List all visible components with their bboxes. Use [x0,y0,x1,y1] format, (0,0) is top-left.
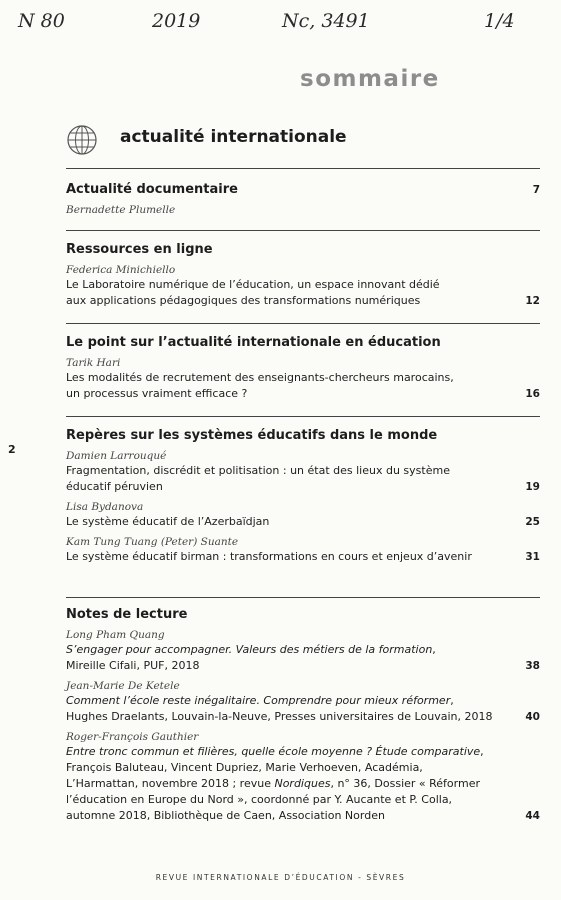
toc-section [66,427,540,565]
text-segment: automne 2018, Bibliothèque de Caen, Association Norden [66,809,385,822]
entry-title-line [66,642,540,658]
text-segment: Les modalités de recrutement des enseignants-chercheurs marocains, [66,371,454,384]
globe-icon [66,124,98,156]
author-name: Jean-Marie De Ketele [66,680,180,692]
text-segment: François Baluteau, Vincent Dupriez, Marie Verhoeven, Académia, [66,761,423,774]
section-heading: actualité internationale [120,127,347,147]
page-number: 2 [8,443,16,456]
text-segment: Fragmentation, discrédit et politisation : un état des lieux du système [66,464,450,477]
text-segment: S’engager pour accompagner. Valeurs des métiers de la formation [66,643,433,656]
handwritten-year: 2019 [152,10,201,32]
page-number: 38 [525,660,540,672]
entry-title-line [66,386,540,402]
toc-section [66,181,540,217]
section-title-text: Ressources en ligne [66,242,213,257]
divider [66,597,540,598]
entry-title-line [66,709,540,725]
author-name: Roger-François Gauthier [66,731,199,743]
text-segment: Le Laboratoire numérique de l’éducation, un espace innovant dédié [66,278,440,291]
entry-title-line [66,370,540,386]
entry-title-line [66,277,540,293]
section-title-text: Actualité documentaire [66,182,238,197]
toc-entry [66,449,540,495]
section-title-text: Le point sur l’actualité internationale en éducation [66,335,441,350]
entry-title-line [66,549,540,565]
toc-entry [66,356,540,402]
toc-entry [66,730,540,824]
text-segment: Entre tronc commun et filières, quelle école moyenne ? Étude comparative [66,745,481,758]
entry-title-line [66,693,540,709]
section-title-text: Repères sur les systèmes éducatifs dans le monde [66,428,438,443]
author-name: Federica Minichiello [66,264,176,276]
text-segment: Comment l’école reste inégalitaire. Comprendre pour mieux réformer [66,694,451,707]
divider [66,416,540,417]
text-segment: éducatif péruvien [66,480,163,493]
page-number: 16 [525,388,540,400]
text-segment: , n° 36, Dossier « Réformer [330,777,480,790]
toc-entry [66,679,540,725]
page-number: 7 [532,184,540,196]
entry-title-line [66,776,540,792]
toc-section [66,241,540,309]
section-title [66,427,540,444]
author-name: Bernadette Plumelle [66,204,176,216]
text-segment: aux applications pédagogiques des transformations numériques [66,294,421,307]
section-title [66,606,540,623]
handwritten-issue-number: N 80 [18,10,65,32]
author-name: Tarik Hari [66,357,121,369]
author-name: Kam Tung Tuang (Peter) Suante [66,536,239,548]
author-name: Damien Larrouqué [66,450,167,462]
entry-title-line [66,514,540,530]
page-number: 31 [525,551,540,563]
page-number: 44 [525,810,540,822]
divider [66,230,540,231]
text-segment: , [450,694,454,707]
text-segment: , [480,745,484,758]
text-segment: L’Harmattan, novembre 2018 ; revue [66,777,275,790]
section-title [66,334,540,351]
page-number: 40 [525,711,540,723]
handwritten-reference: Nc, 3491 [282,10,370,32]
page-number: 19 [525,481,540,493]
toc-section [66,334,540,402]
author-name: Lisa Bydanova [66,501,144,513]
text-segment: Le système éducatif birman : transformations en cours et enjeux d’avenir [66,550,472,563]
page-number: 12 [525,295,540,307]
entry-title-line [66,463,540,479]
text-segment: Hughes Draelants, Louvain-la-Neuve, Presses universitaires de Louvain, 2018 [66,710,493,723]
section-title-text: Notes de lecture [66,607,188,622]
text-segment: Nordiques [274,777,331,790]
entry-title-line [66,293,540,309]
toc-entry [66,535,540,565]
journal-footer: REVUE INTERNATIONALE D’ÉDUCATION - SÈVRES [155,873,406,882]
divider [66,168,540,169]
page-number: 25 [525,516,540,528]
sommaire-title: sommaire [300,66,440,92]
entry-title-line [66,808,540,824]
section-title [66,241,540,258]
entry-title-line [66,744,540,760]
toc-entry [66,263,540,309]
toc-entry [66,500,540,530]
toc-entry [66,203,540,217]
text-segment: un processus vraiment efficace ? [66,387,248,400]
entry-title-line [66,658,540,674]
entry-title-line [66,760,540,776]
entry-title-line [66,792,540,808]
entry-title-line [66,479,540,495]
divider [66,323,540,324]
text-segment: Mireille Cifali, PUF, 2018 [66,659,200,672]
toc-entry [66,628,540,674]
text-segment: Le système éducatif de l’Azerbaïdjan [66,515,270,528]
text-segment: l’éducation en Europe du Nord », coordonné par Y. Aucante et P. Colla, [66,793,453,806]
text-segment: , [432,643,436,656]
section-title [66,181,540,198]
toc-section [66,606,540,824]
author-name: Long Pham Quang [66,629,165,641]
handwritten-page-count: 1/4 [484,10,515,32]
